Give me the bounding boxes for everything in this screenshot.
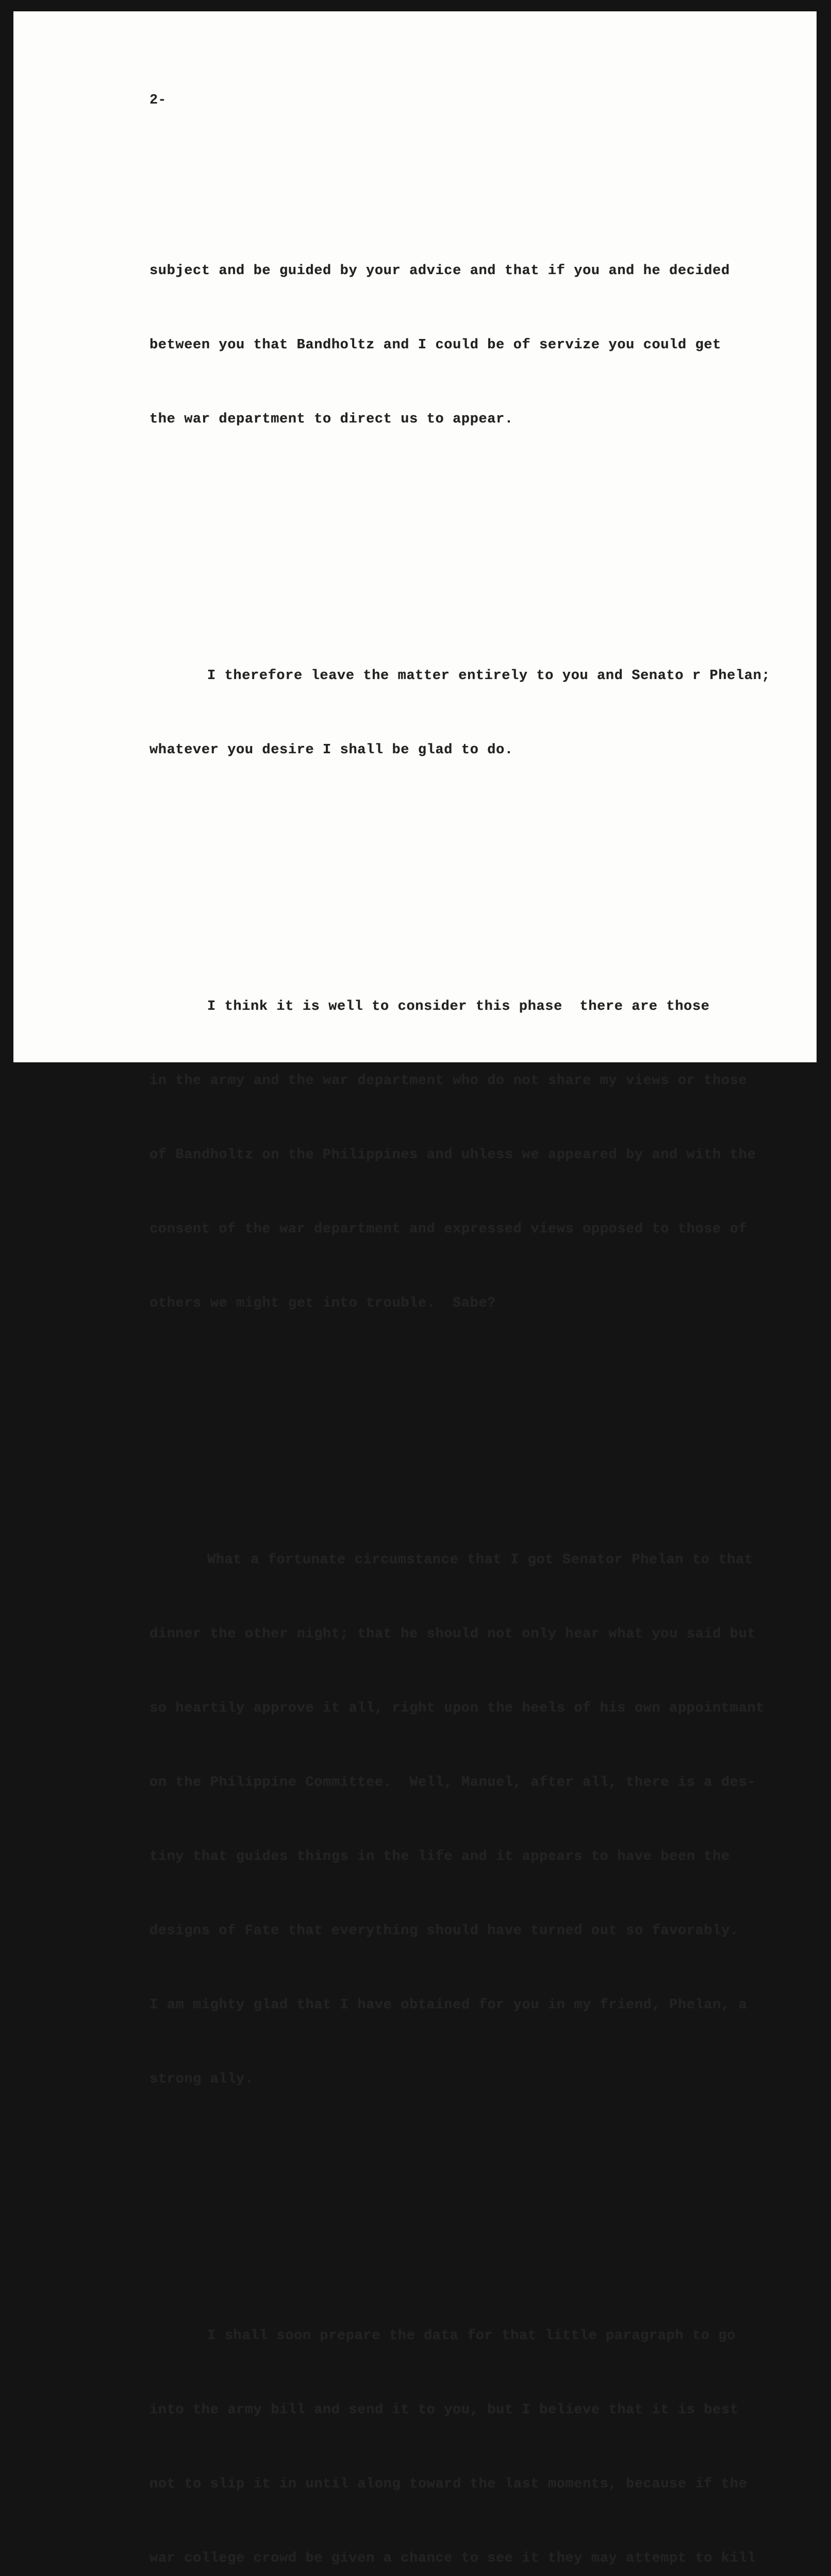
paragraph [149, 945, 768, 1365]
text-line: I think it is well to consider this phase there are those [207, 999, 710, 1014]
text-line: I shall soon prepare the data for that little paragraph to go [207, 2328, 736, 2344]
text-line: war college crowd be given a chance to see it they may attempt to kill [149, 2551, 756, 2566]
text-line: strong ally. [149, 2072, 254, 2087]
text-line: so heartily approve it all, right upon the heels of his own appointmant [149, 1701, 764, 1716]
text-line: I am mighty glad that I have obtained for you in my friend, Phelan, a [149, 1997, 747, 2013]
paragraph [149, 614, 771, 812]
text-line: into the army bill and send it to you, but I believe that it is best [149, 2402, 739, 2418]
text-line: others we might get into trouble. Sabe? [149, 1296, 496, 1311]
text-line: What a fortunate circumstance that I got Senator Phelan to that [207, 1552, 753, 1568]
paragraph [149, 2274, 768, 2576]
letter-body [149, 135, 771, 2576]
text-line: on the Philippine Committee. Well, Manuel, after all, there is a des- [149, 1775, 756, 1790]
text-line: I therefore leave the matter entirely to you and Senato r Phelan; [207, 668, 771, 684]
page-number: 2- [149, 93, 167, 108]
text-line: in the army and the war department who do not share my views or those [149, 1073, 747, 1089]
text-line: not to slip it in until along toward the last moments, because if the [149, 2477, 747, 2492]
text-line: tiny that guides things in the life and it appears to have been the [149, 1849, 730, 1865]
text-line: whatever you desire I shall be glad to do. [149, 742, 513, 758]
paragraph [149, 209, 768, 481]
text-line: the war department to direct us to appear. [149, 412, 513, 427]
text-line: consent of the war department and expressed views opposed to those of [149, 1222, 747, 1237]
text-line: dinner the other night; that he should not only hear what you said but [149, 1626, 756, 1642]
paragraph [149, 1498, 768, 2141]
text-line: subject and be guided by your advice and that if you and he decided [149, 263, 730, 279]
text-line: of Bandholtz on the Philippines and uhless we appeared by and with the [149, 1147, 756, 1163]
text-line: between you that Bandholtz and I could be of servize you could get [149, 337, 721, 353]
text-line: designs of Fate that everything should have turned out so favorably. [149, 1923, 739, 1939]
